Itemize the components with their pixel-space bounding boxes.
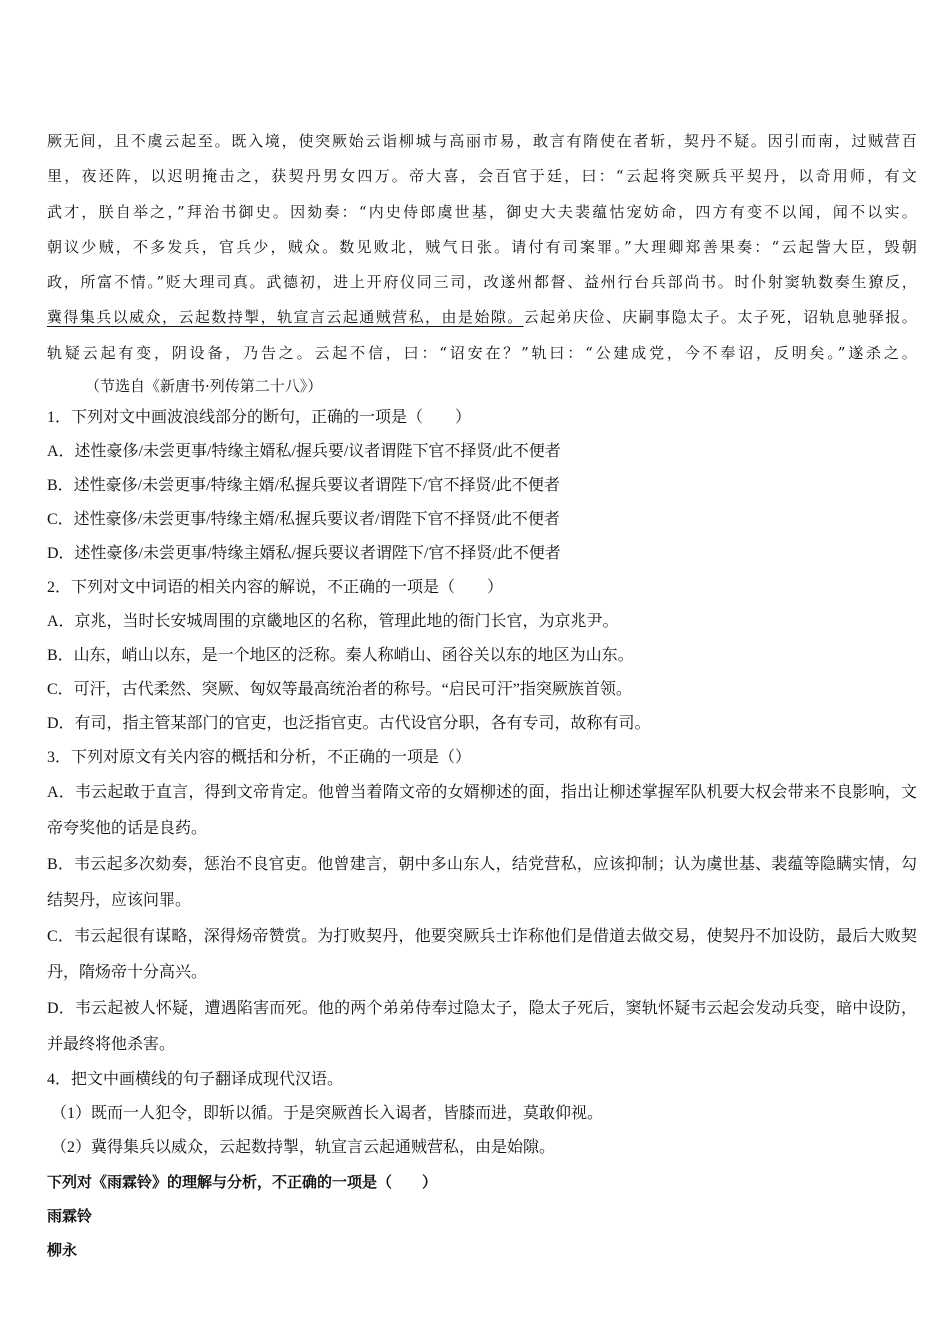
underlined-sentence: 冀得集兵以威众，云起数持掣，轨宣言云起通贼营私，由是始隙。: [47, 308, 524, 327]
passage-line-underlined: [47, 300, 917, 335]
question-3-option-b: B．韦云起多次劾奏，惩治不良官吏。他曾建言，朝中多山东人，结党营私，应该抑制；认为虞世基、裴蕴等隐瞒实情，勾结契丹，应该问罪。: [47, 856, 917, 910]
next-question-stem: 下列对《雨霖铃》的理解与分析，不正确的一项是（ ）: [47, 1173, 438, 1192]
question-3-option-a: A．韦云起敢于直言，得到文帝肯定。他曾当着隋文帝的女婿柳述的面，指出让柳述掌握军队机要大权会带来不良影响，文帝夸奖他的话是良药。: [47, 784, 917, 838]
question-1-stem: 1．下列对文中画波浪线部分的断句，正确的一项是（ ）: [47, 409, 472, 427]
poem-author: 柳永: [47, 1241, 78, 1260]
question-3-option-d: D．韦云起被人怀疑，遭遇陷害而死。他的两个弟弟侍奉过隐太子，隐太子死后，窦轨怀疑韦云起会发动兵变，暗中设防，并最终将他杀害。: [47, 1000, 917, 1054]
poem-title: 雨霖铃: [47, 1207, 93, 1226]
question-2-stem: 2．下列对文中词语的相关内容的解说，不正确的一项是（ ）: [47, 579, 504, 597]
question-1-option-a: A．述性豪侈/未尝更事/特缘主婿私/握兵要/议者谓陛下官不择贤/此不便者: [47, 443, 561, 461]
question-2-option-d: D．有司，指主管某部门的官吏，也泛指官吏。古代设官分职，各有专司，故称有司。: [47, 715, 651, 733]
question-2-option-b: B．山东，峭山以东，是一个地区的泛称。秦人称峭山、函谷关以东的地区为山东。: [47, 647, 634, 665]
passage-line-rest: 云起弟庆俭、庆嗣事隐太子。太子死，诏轨息驰驿报。: [523, 308, 918, 327]
question-4-item-1: （1）既而一人犯令，即斩以循。于是突厥酋长入谒者，皆膝而进，莫敢仰视。: [51, 1105, 604, 1123]
question-2-option-a: A．京兆，当时长安城周围的京畿地区的名称，管理此地的衙门长官，为京兆尹。: [47, 613, 619, 631]
document-page: [47, 124, 917, 1267]
question-1-option-b: B．述性豪侈/未尝更事/特缘主婿/私握兵要议者谓陛下/官不择贤/此不便者: [47, 477, 560, 495]
passage-line: 政，所富不情。”贬大理司真。武德初，进上开府仪同三司，改遂州都督、益州行台兵部尚书。时仆射窦轨数奏生獠反，: [47, 273, 917, 292]
classical-passage: [47, 124, 917, 371]
passage-line: 武才，朕自举之，”拜治书御史。因劾奏：“内史侍郎虞世基，御史大夫裴蕴怙宠妨命，四方有变不以闻，闻不以实。: [47, 202, 917, 221]
passage-source: （节选自《新唐书·列传第二十八》）: [85, 377, 323, 396]
passage-line: 朝议少贼，不多发兵，官兵少，贼众。数见败北，贼气日张。请付有司案罪。”大理卿郑善果奏：“云起訾大臣，毁朝: [47, 237, 917, 256]
question-3-stem: 3．下列对原文有关内容的概括和分析，不正确的一项是（）: [47, 749, 472, 767]
question-1-option-d: D．述性豪侈/未尝更事/特缘主婿私/握兵要议者谓陛下/官不择贤/此不便者: [47, 545, 561, 563]
question-2-option-c: C．可汗，古代柔然、突厥、匈奴等最高统治者的称号。“启民可汗”指突厥族首领。: [47, 681, 632, 699]
question-4-stem: 4．把文中画横线的句子翻译成现代汉语。: [47, 1071, 344, 1089]
question-3-option-c: C．韦云起很有谋略，深得炀帝赞赏。为打败契丹，他要突厥兵士诈称他们是借道去做交易，使契丹不加设防，最后大败契丹，隋炀帝十分高兴。: [47, 928, 917, 982]
passage-line: 轨疑云起有变，阴设备，乃告之。云起不信，曰：“诏安在？”轨曰：“公建成党，今不奉诏，反明矣。”遂杀之。: [47, 343, 917, 362]
passage-line: 厥无间，且不虞云起至。既入境，使突厥始云诣柳城与高丽市易，敢言有隋使在者斩，契丹不疑。因引而南，过贼营百: [47, 132, 917, 150]
passage-line: 里，夜还阵，以迟明掩击之，获契丹男女四万。帝大喜，会百官于廷，曰：“云起将突厥兵平契丹，以奇用师，有文: [47, 167, 917, 186]
question-4-item-2: （2）冀得集兵以威众，云起数持掣，轨宣言云起通贼营私，由是始隙。: [51, 1139, 556, 1157]
question-1-option-c: C．述性豪侈/未尝更事/特缘主婿/私握兵要议者/谓陛下官不择贤/此不便者: [47, 511, 560, 529]
